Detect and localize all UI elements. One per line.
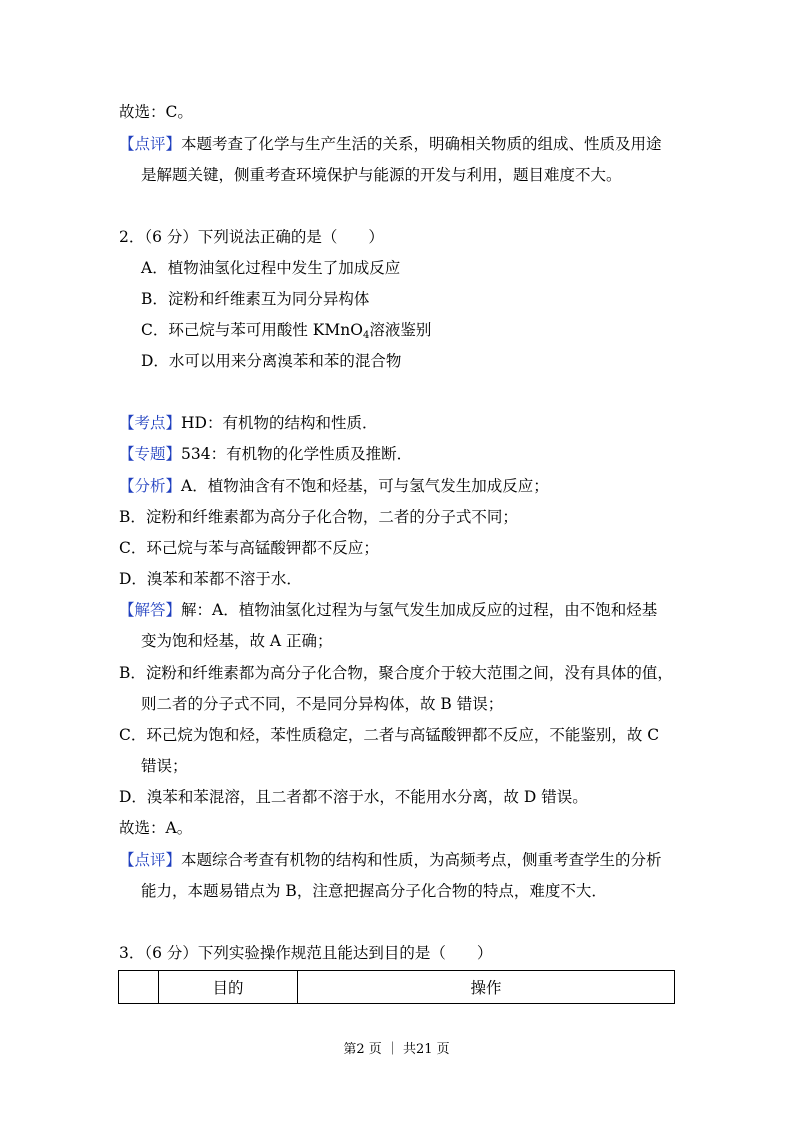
q2-jieda-c2: 错误； — [141, 757, 188, 775]
comment-tag: 【点评】 — [119, 135, 182, 153]
prev-answer: 故选：C。 — [119, 103, 193, 121]
table-header-blank — [119, 971, 159, 1004]
dianping-tag: 【点评】 — [119, 851, 182, 869]
jieda-text: 解：A．植物油氢化过程为与氢气发生加成反应的过程，由不饱和烃基 — [181, 601, 658, 619]
table-header-purpose: 目的 — [159, 971, 298, 1004]
q2-kaodian — [119, 413, 377, 433]
kaodian-tag: 【考点】 — [119, 414, 182, 432]
table-header-row — [119, 971, 675, 1004]
q2-jieda-a2: 变为饱和烃基，故 A 正确； — [141, 632, 333, 650]
q2-option-b: B．淀粉和纤维素互为同分异构体 — [141, 290, 370, 308]
q2-jieda-b1: B．淀粉和纤维素都为高分子化合物，聚合度介于较大范围之间，没有具体的值， — [119, 664, 673, 682]
fenxi-tag: 【分析】 — [119, 477, 182, 495]
zhuanti-tag: 【专题】 — [119, 445, 182, 463]
q2-stem: 2．（6 分）下列说法正确的是（ ） — [119, 228, 384, 246]
q3-table — [118, 970, 675, 1004]
prev-comment-line1 — [119, 134, 662, 154]
kaodian-text: HD：有机物的结构和性质． — [181, 414, 378, 432]
q2-zhuanti — [119, 444, 412, 464]
q2-option-a: A．植物油氢化过程中发生了加成反应 — [141, 259, 401, 277]
fenxi-text: A．植物油含有不饱和烃基，可与氢气发生加成反应； — [181, 477, 549, 495]
q2-fenxi — [119, 476, 549, 496]
q2-jieda-c1: C．环己烷为饱和烃，苯性质稳定，二者与高锰酸钾都不反应，不能鉴别，故 C — [119, 726, 660, 744]
q2-jieda — [119, 600, 657, 620]
q2-answer: 故选：A。 — [119, 819, 193, 837]
page-footer: 第2 页 ｜ 共21 页 — [343, 1042, 450, 1057]
q2-jieda-d: D．溴苯和苯混溶，且二者都不溶于水，不能用水分离，故 D 错误。 — [119, 788, 588, 806]
q3-stem: 3．（6 分）下列实验操作规范且能达到目的是（ ） — [119, 944, 493, 962]
q2-dianping — [119, 850, 662, 870]
option-c-subscript: 4 — [362, 330, 370, 341]
q2-jieda-b2: 则二者的分子式不同，不是同分异构体，故 B 错误； — [141, 695, 504, 713]
q2-dianping-line2: 能力，本题易错点为 B，注意把握高分子化合物的特点，难度不大． — [141, 882, 607, 900]
table-header-operation: 操作 — [298, 971, 675, 1004]
q2-option-d: D．水可以用来分离溴苯和苯的混合物 — [141, 352, 402, 370]
q2-fenxi-b: B．淀粉和纤维素都为高分子化合物，二者的分子式不同； — [119, 508, 518, 526]
option-c-text: C．环己烷与苯可用酸性 KMnO — [141, 321, 363, 339]
q2-fenxi-c: C．环己烷与苯与高锰酸钾都不反应； — [119, 539, 379, 557]
q2-option-c — [141, 320, 431, 340]
jieda-tag: 【解答】 — [119, 601, 182, 619]
comment-text: 本题考查了化学与生产生活的关系，明确相关物质的组成、性质及用途 — [181, 135, 662, 153]
prev-comment-line2: 是解题关键，侧重考查环境保护与能源的开发与利用，题目难度不大。 — [141, 166, 622, 184]
zhuanti-text: 534：有机物的化学性质及推断． — [181, 445, 413, 463]
q2-fenxi-d: D．溴苯和苯都不溶于水． — [119, 570, 302, 588]
option-c-tail: 溶液鉴别 — [369, 321, 432, 339]
dianping-text: 本题综合考查有机物的结构和性质，为高频考点，侧重考查学生的分析 — [181, 851, 662, 869]
